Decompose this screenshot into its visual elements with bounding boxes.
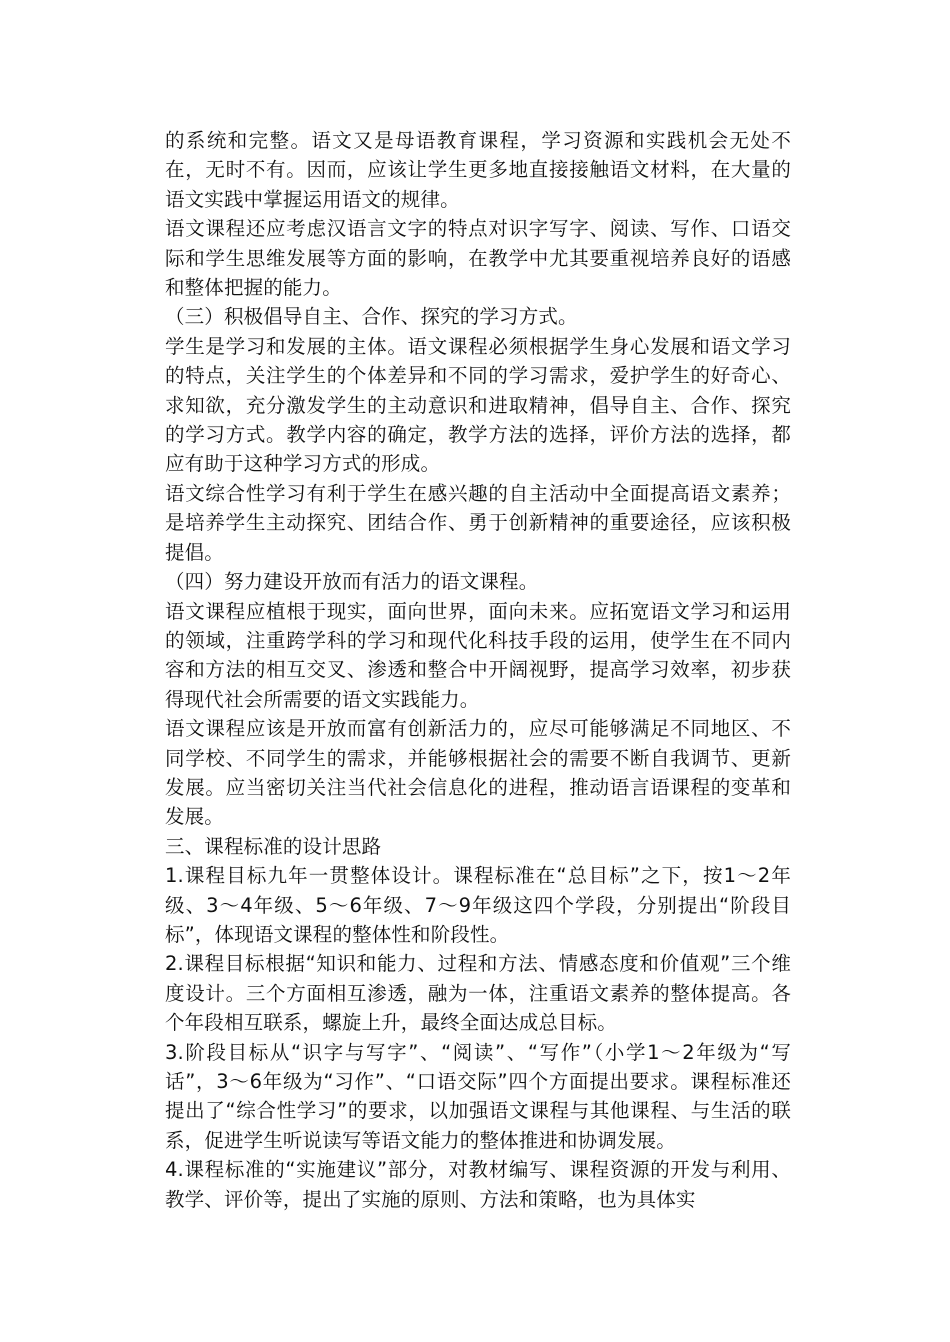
paragraph-continuation: 的系统和完整。语文又是母语教育课程，学习资源和实践机会无处不在，无时不有。因而，应该让学生更多地直接接触语文材料，在大量的语文实践中掌握运用语文的规律。 [165, 129, 791, 211]
paragraph-comprehensive-learning: 语文综合性学习有利于学生在感兴趣的自主活动中全面提高语文素养；是培养学生主动探究、团结合作、勇于创新精神的重要途径，应该积极提倡。 [165, 481, 791, 564]
list-item-4: 4.课程标准的“实施建议”部分，对教材编写、课程资源的开发与利用、教学、评价等，提出了实施的原则、方法和策略，也为具体实 [165, 1158, 791, 1211]
section-heading-three: （三）积极倡导自主、合作、探究的学习方式。 [165, 305, 578, 329]
paragraph-open-curriculum: 语文课程应该是开放而富有创新活力的，应尽可能够满足不同地区、不同学校、不同学生的需求，并能够根据社会的需要不断自我调节、更新发展。应当密切关注当代社会信息化的进程，推动语言语课程的变革和发展。 [165, 717, 791, 829]
paragraph-student-subject: 学生是学习和发展的主体。语文课程必须根据学生身心发展和语文学习的特点，关注学生的个体差异和不同的学习需求，爱护学生的好奇心、求知欲，充分激发学生的主动意识和进取精神，倡导自主、合作、探究的学习方式。教学内容的确定，教学方法的选择，评价方法的选择，都应有助于这种学习方式的形成。 [165, 334, 791, 476]
paragraph-reality-rooted: 语文课程应植根于现实，面向世界，面向未来。应拓宽语文学习和运用的领域，注重跨学科的学习和现代化科技手段的运用，使学生在不同内容和方法的相互交叉、渗透和整合中开阔视野，提高学习效率，初步获得现代社会所需要的语文实践能力。 [165, 599, 791, 711]
list-item-3: 3.阶段目标从“识字与写字”、“阅读”、“写作”（小学1～2年级为“写话”，3～6年级为“习作”、“口语交际”四个方面提出要求。课程标准还提出了“综合性学习”的要求，以加强语文课程与其他课程、与生活的联系，促进学生听说读写等语文能力的整体推进和协调发展。 [165, 1040, 791, 1152]
list-item-1: 1.课程目标九年一贯整体设计。课程标准在“总目标”之下，按1～2年级、3～4年级、5～6年级、7～9年级这四个学段，分别提出“阶段目标”，体现语文课程的整体性和阶段性。 [165, 864, 791, 946]
paragraph-language-features: 语文课程还应考虑汉语言文字的特点对识字写字、阅读、写作、口语交际和学生思维发展等方面的影响，在教学中尤其要重视培养良好的语感和整体把握的能力。 [165, 217, 791, 300]
chapter-heading-design: 三、课程标准的设计思路 [165, 834, 382, 858]
document-body [165, 126, 791, 1214]
list-item-2: 2.课程目标根据“知识和能力、过程和方法、情感态度和价值观”三个维度设计。三个方面相互渗透，融为一体，注重语文素养的整体提高。各个年段相互联系，螺旋上升，最终全面达成总目标。 [165, 952, 791, 1035]
section-heading-four: （四）努力建设开放而有活力的语文课程。 [165, 570, 539, 594]
